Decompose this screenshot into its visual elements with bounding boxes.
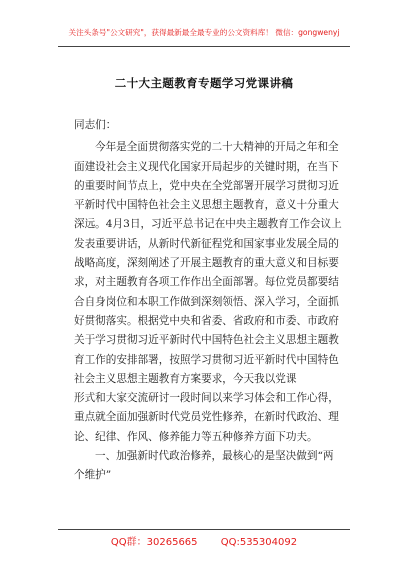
- footer-qq-number: QQ:535304092: [220, 537, 298, 548]
- body-line: 今年是全面贯彻落实党的二十大精神的开局之年和全: [95, 141, 339, 154]
- body-line: 重点就全面加强新时代党员党性修养，在新时代政治、理: [74, 411, 339, 424]
- body-line: 面建设社会主义现代化国家开局起步的关键时期，在当下: [74, 160, 339, 173]
- body-line: 平新时代中国特色社会主义思想主题教育，意义十分重大: [74, 199, 339, 212]
- header-divider: [58, 46, 350, 47]
- footer-divider: [58, 529, 350, 530]
- body-line: 形式和大家交流研讨一段时间以来学习体会和工作心得，: [74, 392, 339, 405]
- body-line: 求，对主题教育各项工作作出全面部署。每位党员都要结: [74, 276, 339, 289]
- document-title: 二十大主题教育专题学习党课讲稿: [114, 76, 294, 90]
- body-line: 育工作的安排部署，按照学习贯彻习近平新时代中国特色: [74, 353, 339, 366]
- body-line: 发表重要讲话，从新时代新征程党和国家事业发展全局的: [74, 237, 339, 250]
- section-heading-line: 一、加强新时代政治修养，最核心的是坚决做到“两: [95, 450, 334, 463]
- body-line: 社会主义思想主题教育方案要求，今天我以党课: [74, 372, 297, 385]
- body-line: 合自身岗位和本职工作做到深刻领悟、深入学习，全面抓: [74, 295, 339, 308]
- greeting: 同志们：: [74, 119, 117, 131]
- body-line: 好贯彻落实。根据党中央和省委、省政府和市委、市政府: [74, 314, 339, 327]
- footer-contact: [0, 533, 408, 548]
- body-line: 论、纪律、作风、修养能力等五种修养方面下功夫。: [74, 430, 318, 443]
- section-heading-line: 个维护”: [74, 469, 112, 482]
- body-line: 深远。4月3日，习近平总书记在中央主题教育工作会议上: [74, 218, 342, 231]
- body-line: 关于学习贯彻习近平新时代中国特色社会主义思想主题教: [74, 334, 339, 347]
- header-watermark-text: 关注头条号"公文研究"，获得最新最全最专业的公文资料库！ 微信：gongwenyj: [68, 28, 340, 37]
- footer-qq-group: QQ群：30265665: [110, 537, 198, 548]
- body-line: 的重要时间节点上，党中央在全党部署开展学习贯彻习近: [74, 179, 339, 192]
- body-line: 战略高度，深刻阐述了开展主题教育的重大意义和目标要: [74, 257, 339, 270]
- document-body: [74, 116, 344, 486]
